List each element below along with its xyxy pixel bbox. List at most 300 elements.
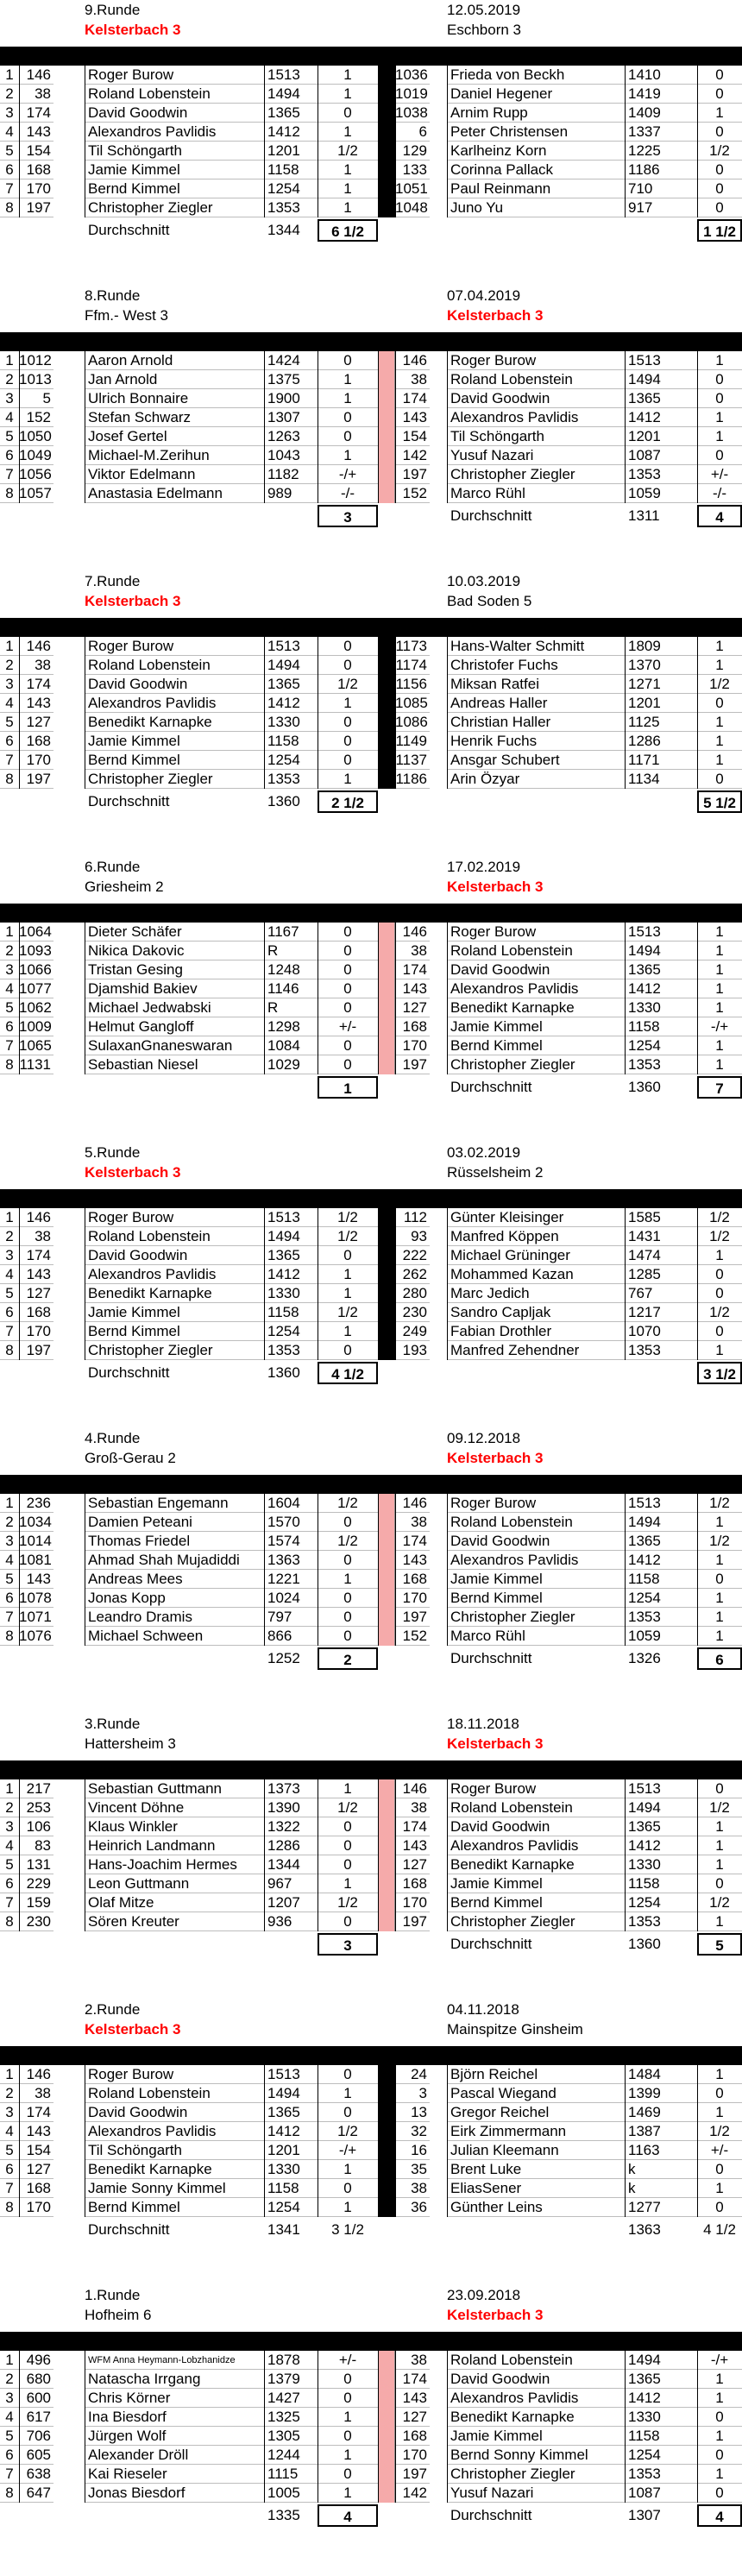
board-color-marker bbox=[378, 732, 395, 751]
left-player-score: 1/2 bbox=[318, 1303, 378, 1322]
left-player-score: 0 bbox=[318, 923, 378, 942]
cell-divider bbox=[447, 427, 448, 446]
board-color-marker bbox=[378, 637, 395, 656]
cell-divider bbox=[378, 2179, 379, 2198]
board-number: 6 bbox=[0, 2446, 19, 2465]
left-team-name: Kelsterbach 3 bbox=[85, 1164, 181, 1181]
board-color-marker bbox=[378, 1912, 395, 1931]
right-summary-label: Durchschnitt bbox=[450, 1650, 532, 1666]
round-label: 7.Runde bbox=[85, 573, 141, 589]
left-player-name: Jamie Kimmel bbox=[85, 1303, 264, 1322]
right-player-score: 1/2 bbox=[697, 1532, 742, 1551]
board-number: 8 bbox=[0, 1341, 19, 1360]
left-player-score: 1 bbox=[318, 2408, 378, 2427]
cell-divider bbox=[697, 1798, 698, 1817]
left-player-score: 1 bbox=[318, 389, 378, 408]
right-player-name: Daniel Hegener bbox=[447, 85, 625, 104]
cell-divider bbox=[264, 751, 265, 770]
right-team-total: 3 1/2 bbox=[697, 1362, 742, 1384]
cell-divider bbox=[625, 2389, 626, 2408]
cell-divider bbox=[19, 2484, 20, 2503]
left-player-name: Til Schöngarth bbox=[85, 2141, 264, 2160]
right-player-id: 168 bbox=[395, 1570, 430, 1589]
right-average-rating: 1360 bbox=[628, 1936, 661, 1952]
cell-divider bbox=[395, 998, 396, 1017]
right-summary-label: Durchschnitt bbox=[450, 1936, 532, 1952]
board-number: 4 bbox=[0, 2122, 19, 2141]
cell-divider bbox=[19, 427, 20, 446]
left-player-score: 1 bbox=[318, 770, 378, 789]
left-player-rating: 1158 bbox=[264, 2179, 318, 2198]
right-player-name: Jamie Kimmel bbox=[447, 2427, 625, 2446]
table-row bbox=[0, 694, 742, 713]
left-player-name: Nikica Dakovic bbox=[85, 942, 264, 960]
board-number: 6 bbox=[0, 1303, 19, 1322]
right-player-score: 1 bbox=[697, 1055, 742, 1074]
header-bar bbox=[0, 1475, 742, 1494]
cell-divider bbox=[378, 1341, 379, 1360]
board-color-marker bbox=[378, 484, 395, 503]
round-label: 5.Runde bbox=[85, 1144, 141, 1161]
table-row bbox=[0, 389, 742, 408]
left-player-name: Djamshid Bakiev bbox=[85, 979, 264, 998]
cell-divider bbox=[697, 1494, 698, 1513]
cell-divider bbox=[697, 1227, 698, 1246]
left-player-rating: 1570 bbox=[264, 1513, 318, 1532]
table-row bbox=[0, 732, 742, 751]
right-team-total: 5 1/2 bbox=[697, 790, 742, 813]
cell-divider bbox=[697, 2370, 698, 2389]
right-player-id: 146 bbox=[395, 923, 430, 942]
left-player-rating: 1604 bbox=[264, 1494, 318, 1513]
cell-divider bbox=[19, 161, 20, 180]
cell-divider bbox=[264, 979, 265, 998]
left-player-id: 1071 bbox=[19, 1608, 53, 1627]
board-number: 8 bbox=[0, 484, 19, 503]
cell-divider bbox=[264, 351, 265, 370]
cell-divider bbox=[378, 2427, 379, 2446]
cell-divider bbox=[19, 2103, 20, 2122]
cell-divider bbox=[378, 1798, 379, 1817]
cell-divider bbox=[447, 2389, 448, 2408]
cell-divider bbox=[395, 2198, 396, 2217]
left-player-id: 1077 bbox=[19, 979, 53, 998]
left-player-score: 0 bbox=[318, 751, 378, 770]
right-player-score: 1 bbox=[697, 2370, 742, 2389]
right-player-rating: 1254 bbox=[625, 1589, 697, 1608]
right-player-id: 35 bbox=[395, 2160, 430, 2179]
cell-divider bbox=[264, 1494, 265, 1513]
cell-divider bbox=[19, 1912, 20, 1931]
cell-divider bbox=[378, 1055, 379, 1074]
cell-divider bbox=[395, 408, 396, 427]
right-player-score: 1 bbox=[697, 1608, 742, 1627]
left-player-name: Thomas Friedel bbox=[85, 1532, 264, 1551]
left-player-score: 0 bbox=[318, 2065, 378, 2084]
cell-divider bbox=[625, 770, 626, 789]
left-player-score: -/- bbox=[318, 484, 378, 503]
right-player-name: Til Schöngarth bbox=[447, 427, 625, 446]
cell-divider bbox=[395, 1284, 396, 1303]
cell-divider bbox=[447, 142, 448, 161]
cell-divider bbox=[697, 1912, 698, 1931]
cell-divider bbox=[19, 1608, 20, 1627]
board-number: 2 bbox=[0, 942, 19, 960]
cell-divider bbox=[395, 2389, 396, 2408]
cell-divider bbox=[378, 998, 379, 1017]
cell-divider bbox=[378, 1817, 379, 1836]
left-player-score: 0 bbox=[318, 104, 378, 123]
right-player-id: 174 bbox=[395, 960, 430, 979]
cell-divider bbox=[395, 960, 396, 979]
cell-divider bbox=[378, 1227, 379, 1246]
cell-divider bbox=[264, 1017, 265, 1036]
board-number: 7 bbox=[0, 180, 19, 198]
table-row bbox=[0, 1570, 742, 1589]
left-player-rating: 1029 bbox=[264, 1055, 318, 1074]
cell-divider bbox=[447, 161, 448, 180]
left-player-rating: 1878 bbox=[264, 2351, 318, 2370]
left-team-total: 3 1/2 bbox=[331, 2221, 364, 2238]
left-player-id: 168 bbox=[19, 161, 53, 180]
cell-divider bbox=[395, 2351, 396, 2370]
right-player-score: 1 bbox=[697, 960, 742, 979]
cell-divider bbox=[625, 2198, 626, 2217]
board-color-marker bbox=[378, 1055, 395, 1074]
left-player-id: 38 bbox=[19, 2084, 53, 2103]
board-color-marker bbox=[378, 2465, 395, 2484]
left-player-id: 143 bbox=[19, 1570, 53, 1589]
table-row bbox=[0, 1265, 742, 1284]
board-color-marker bbox=[378, 2160, 395, 2179]
cell-divider bbox=[378, 123, 379, 142]
cell-divider bbox=[19, 1513, 20, 1532]
cell-divider bbox=[697, 960, 698, 979]
right-player-id: 154 bbox=[395, 427, 430, 446]
cell-divider bbox=[264, 1608, 265, 1627]
cell-divider bbox=[447, 713, 448, 732]
right-player-id: 38 bbox=[395, 1513, 430, 1532]
board-color-marker bbox=[378, 1513, 395, 1532]
right-player-score: 0 bbox=[697, 161, 742, 180]
cell-divider bbox=[264, 389, 265, 408]
round-block bbox=[0, 1143, 742, 1428]
board-color-marker bbox=[378, 104, 395, 123]
left-player-id: 1062 bbox=[19, 998, 53, 1017]
board-number: 2 bbox=[0, 656, 19, 675]
cell-divider bbox=[264, 694, 265, 713]
cell-divider bbox=[697, 2122, 698, 2141]
left-player-name: David Goodwin bbox=[85, 675, 264, 694]
left-player-name: Alexander Dröll bbox=[85, 2446, 264, 2465]
right-player-id: 127 bbox=[395, 998, 430, 1017]
right-player-rating: 1225 bbox=[625, 142, 697, 161]
cell-divider bbox=[264, 2465, 265, 2484]
right-player-id: 36 bbox=[395, 2198, 430, 2217]
cell-divider bbox=[264, 923, 265, 942]
cell-divider bbox=[447, 2465, 448, 2484]
cell-divider bbox=[378, 1265, 379, 1284]
cell-divider bbox=[264, 161, 265, 180]
left-team-name: Griesheim 2 bbox=[85, 879, 164, 895]
right-player-id: 170 bbox=[395, 1893, 430, 1912]
cell-divider bbox=[19, 370, 20, 389]
cell-divider bbox=[625, 1208, 626, 1227]
cell-divider bbox=[697, 2160, 698, 2179]
right-player-score: 1/2 bbox=[697, 142, 742, 161]
cell-divider bbox=[395, 104, 396, 123]
cell-divider bbox=[378, 389, 379, 408]
left-player-rating: 1254 bbox=[264, 1322, 318, 1341]
cell-divider bbox=[264, 942, 265, 960]
left-player-rating: 1494 bbox=[264, 656, 318, 675]
board-number: 3 bbox=[0, 675, 19, 694]
cell-divider bbox=[378, 180, 379, 198]
summary-row bbox=[0, 2219, 742, 2241]
right-team-total: 4 bbox=[697, 505, 742, 527]
board-color-marker bbox=[378, 2351, 395, 2370]
cell-divider bbox=[625, 66, 626, 85]
cell-divider bbox=[264, 2370, 265, 2389]
left-player-id: 1009 bbox=[19, 1017, 53, 1036]
left-player-id: 5 bbox=[19, 389, 53, 408]
board-number: 6 bbox=[0, 732, 19, 751]
cell-divider bbox=[697, 408, 698, 427]
right-player-rating: 1353 bbox=[625, 1912, 697, 1931]
right-player-score: 0 bbox=[697, 370, 742, 389]
summary-row bbox=[0, 2504, 742, 2527]
left-player-rating: 1373 bbox=[264, 1779, 318, 1798]
right-player-score: +/- bbox=[697, 465, 742, 484]
left-player-name: Kai Rieseler bbox=[85, 2465, 264, 2484]
left-player-rating: 1494 bbox=[264, 85, 318, 104]
left-player-rating: 1365 bbox=[264, 104, 318, 123]
left-player-id: 706 bbox=[19, 2427, 53, 2446]
right-player-rating: 1365 bbox=[625, 960, 697, 979]
cell-divider bbox=[447, 2198, 448, 2217]
cell-divider bbox=[264, 1532, 265, 1551]
left-player-rating: 967 bbox=[264, 1874, 318, 1893]
left-player-name: Klaus Winkler bbox=[85, 1817, 264, 1836]
cell-divider bbox=[697, 1265, 698, 1284]
cell-divider bbox=[395, 66, 396, 85]
right-team-name: Kelsterbach 3 bbox=[447, 879, 544, 895]
right-player-id: 127 bbox=[395, 2408, 430, 2427]
left-player-rating: 1412 bbox=[264, 123, 318, 142]
table-row bbox=[0, 979, 742, 998]
right-player-name: Marc Jedich bbox=[447, 1284, 625, 1303]
cell-divider bbox=[625, 2427, 626, 2446]
cell-divider bbox=[19, 1036, 20, 1055]
cell-divider bbox=[19, 408, 20, 427]
left-player-id: 170 bbox=[19, 1322, 53, 1341]
board-number: 8 bbox=[0, 1627, 19, 1646]
cell-divider bbox=[264, 123, 265, 142]
cell-divider bbox=[395, 675, 396, 694]
cell-divider bbox=[625, 1836, 626, 1855]
table-row bbox=[0, 351, 742, 370]
cell-divider bbox=[264, 484, 265, 503]
left-player-name: Olaf Mitze bbox=[85, 1893, 264, 1912]
table-row bbox=[0, 1551, 742, 1570]
right-player-name: Juno Yu bbox=[447, 198, 625, 217]
board-color-marker bbox=[378, 408, 395, 427]
table-row bbox=[0, 1855, 742, 1874]
right-player-name: Peter Christensen bbox=[447, 123, 625, 142]
right-summary-label: Durchschnitt bbox=[450, 1079, 532, 1095]
board-color-marker bbox=[378, 66, 395, 85]
left-player-rating: 1900 bbox=[264, 389, 318, 408]
table-row bbox=[0, 637, 742, 656]
cell-divider bbox=[697, 2389, 698, 2408]
left-player-name: Andreas Mees bbox=[85, 1570, 264, 1589]
cell-divider bbox=[378, 1779, 379, 1798]
board-color-marker bbox=[378, 2122, 395, 2141]
cell-divider bbox=[395, 656, 396, 675]
left-player-rating: 1365 bbox=[264, 675, 318, 694]
table-row bbox=[0, 2427, 742, 2446]
cell-divider bbox=[395, 1779, 396, 1798]
right-player-score: 1/2 bbox=[697, 1494, 742, 1513]
board-number: 1 bbox=[0, 1208, 19, 1227]
cell-divider bbox=[264, 2084, 265, 2103]
left-team-name: Kelsterbach 3 bbox=[85, 593, 181, 609]
cell-divider bbox=[447, 770, 448, 789]
board-color-marker bbox=[378, 2389, 395, 2408]
left-player-rating: 1254 bbox=[264, 2198, 318, 2217]
right-player-score: 1 bbox=[697, 1912, 742, 1931]
cell-divider bbox=[447, 1551, 448, 1570]
left-player-score: 0 bbox=[318, 1341, 378, 1360]
cell-divider bbox=[264, 2141, 265, 2160]
left-player-id: 152 bbox=[19, 408, 53, 427]
cell-divider bbox=[264, 1874, 265, 1893]
cell-divider bbox=[264, 713, 265, 732]
table-row bbox=[0, 675, 742, 694]
table-row bbox=[0, 370, 742, 389]
table-row bbox=[0, 751, 742, 770]
cell-divider bbox=[447, 1532, 448, 1551]
cell-divider bbox=[447, 1322, 448, 1341]
round-date: 10.03.2019 bbox=[447, 573, 521, 589]
left-player-score: -/+ bbox=[318, 2141, 378, 2160]
cell-divider bbox=[264, 1551, 265, 1570]
left-player-rating: 797 bbox=[264, 1608, 318, 1627]
left-player-rating: 1513 bbox=[264, 637, 318, 656]
left-player-score: 0 bbox=[318, 1608, 378, 1627]
cell-divider bbox=[264, 1227, 265, 1246]
cell-divider bbox=[697, 1246, 698, 1265]
header-bar bbox=[0, 1760, 742, 1779]
board-number: 6 bbox=[0, 1874, 19, 1893]
table-row bbox=[0, 998, 742, 1017]
left-player-name: Jonas Biesdorf bbox=[85, 2484, 264, 2503]
right-player-name: Roger Burow bbox=[447, 1779, 625, 1798]
table-row bbox=[0, 2065, 742, 2084]
left-player-id: 143 bbox=[19, 1265, 53, 1284]
right-player-rating: 1186 bbox=[625, 161, 697, 180]
round-date: 07.04.2019 bbox=[447, 287, 521, 304]
board-color-marker bbox=[378, 694, 395, 713]
right-player-rating: 1337 bbox=[625, 123, 697, 142]
right-team-total: 4 1/2 bbox=[703, 2221, 736, 2238]
left-team-total: 4 1/2 bbox=[318, 1362, 378, 1384]
left-player-name: Josef Gertel bbox=[85, 427, 264, 446]
right-player-score: 0 bbox=[697, 85, 742, 104]
cell-divider bbox=[697, 180, 698, 198]
left-player-rating: 1167 bbox=[264, 923, 318, 942]
cell-divider bbox=[264, 2122, 265, 2141]
cell-divider bbox=[19, 2065, 20, 2084]
right-player-id: 142 bbox=[395, 446, 430, 465]
right-player-name: Arin Özyar bbox=[447, 770, 625, 789]
left-player-score: 0 bbox=[318, 732, 378, 751]
left-player-id: 217 bbox=[19, 1779, 53, 1798]
cell-divider bbox=[264, 85, 265, 104]
left-player-id: 197 bbox=[19, 1341, 53, 1360]
right-player-id: 1156 bbox=[395, 675, 430, 694]
board-color-marker bbox=[378, 1284, 395, 1303]
left-player-id: 127 bbox=[19, 1284, 53, 1303]
right-team-name: Kelsterbach 3 bbox=[447, 1450, 544, 1466]
round-block bbox=[0, 2000, 742, 2285]
cell-divider bbox=[395, 2465, 396, 2484]
left-player-rating: 1158 bbox=[264, 732, 318, 751]
cell-divider bbox=[697, 1532, 698, 1551]
left-player-score: 0 bbox=[318, 942, 378, 960]
board-color-marker bbox=[378, 1855, 395, 1874]
cell-divider bbox=[19, 960, 20, 979]
cell-divider bbox=[447, 637, 448, 656]
cell-divider bbox=[447, 389, 448, 408]
cell-divider bbox=[19, 142, 20, 161]
left-player-id: 680 bbox=[19, 2370, 53, 2389]
cell-divider bbox=[19, 446, 20, 465]
left-player-id: 146 bbox=[19, 637, 53, 656]
table-row bbox=[0, 2351, 742, 2370]
cell-divider bbox=[625, 998, 626, 1017]
table-row bbox=[0, 770, 742, 789]
left-player-rating: R bbox=[264, 942, 318, 960]
cell-divider bbox=[378, 1893, 379, 1912]
right-team-total: 5 bbox=[697, 1933, 742, 1956]
board-color-marker bbox=[378, 960, 395, 979]
cell-divider bbox=[264, 427, 265, 446]
round-label: 3.Runde bbox=[85, 1716, 141, 1732]
right-player-score: 0 bbox=[697, 2084, 742, 2103]
right-player-rating: 1353 bbox=[625, 465, 697, 484]
right-player-id: 146 bbox=[395, 1779, 430, 1798]
cell-divider bbox=[447, 2160, 448, 2179]
cell-divider bbox=[697, 1551, 698, 1570]
cell-divider bbox=[697, 1627, 698, 1646]
cell-divider bbox=[395, 1798, 396, 1817]
cell-divider bbox=[395, 1513, 396, 1532]
cell-divider bbox=[19, 2122, 20, 2141]
header-bar bbox=[0, 47, 742, 66]
left-team-total: 4 bbox=[318, 2504, 378, 2527]
left-player-name: Alexandros Pavlidis bbox=[85, 123, 264, 142]
cell-divider bbox=[395, 1322, 396, 1341]
cell-divider bbox=[378, 2198, 379, 2217]
cell-divider bbox=[395, 2122, 396, 2141]
right-player-name: Jamie Kimmel bbox=[447, 1570, 625, 1589]
right-average-rating: 1363 bbox=[628, 2221, 661, 2238]
table-row bbox=[0, 142, 742, 161]
round-date: 03.02.2019 bbox=[447, 1144, 521, 1161]
left-player-id: 127 bbox=[19, 2160, 53, 2179]
cell-divider bbox=[264, 370, 265, 389]
